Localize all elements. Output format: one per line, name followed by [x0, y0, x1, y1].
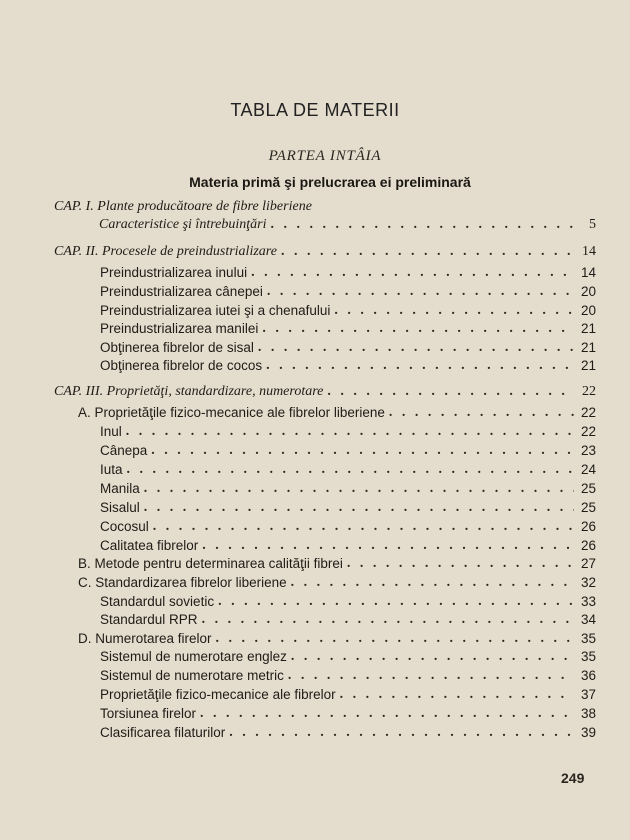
- dot-leader: [126, 423, 574, 440]
- toc-entry-page: 21: [580, 340, 596, 355]
- toc-entry-title: Sistemul de numerotare englez: [100, 649, 287, 664]
- dot-leader: [334, 302, 574, 319]
- toc-entry-page: 14: [582, 244, 596, 259]
- toc-entry: [100, 646, 596, 665]
- toc-entry: [100, 535, 596, 554]
- toc-entry-title: B. Metode pentru determinarea calităţii fibrei: [78, 556, 343, 571]
- toc-entry-page: 39: [580, 725, 596, 740]
- toc-entry-title: CAP. II. Procesele de preindustrializare: [54, 244, 277, 259]
- toc-entry-title: Standardul RPR: [100, 612, 198, 627]
- toc-entry-page: 32: [580, 575, 596, 590]
- dot-leader: [340, 686, 574, 703]
- dot-leader: [347, 555, 574, 572]
- toc-entry: [100, 478, 596, 497]
- dot-leader: [291, 648, 574, 665]
- dot-leader: [229, 724, 574, 741]
- toc-entry-page: 20: [580, 303, 596, 318]
- toc-entry: [78, 572, 596, 591]
- toc-entry: [100, 440, 596, 459]
- dot-leader: [202, 537, 574, 554]
- toc-entry-page: 21: [580, 358, 596, 373]
- part-heading: PARTEA INTÂIA: [268, 148, 382, 164]
- toc-entry: [99, 214, 596, 233]
- toc-entry: [78, 628, 596, 647]
- toc-entry-title: C. Standardizarea fibrelor liberiene: [78, 575, 287, 590]
- toc-entry: [78, 402, 596, 421]
- dot-leader: [281, 243, 574, 260]
- dot-leader: [144, 499, 574, 516]
- dot-leader: [267, 283, 574, 300]
- toc-entry: [100, 355, 596, 374]
- toc-entry: [100, 722, 596, 741]
- toc-entry-page: 25: [580, 500, 596, 515]
- toc-entry-title: A. Proprietăţile fizico-mecanice ale fibrelor liberiene: [78, 405, 385, 420]
- dot-leader: [151, 442, 574, 459]
- dot-leader: [144, 480, 574, 497]
- dot-leader: [251, 264, 574, 281]
- toc-entry-title: CAP. I. Plante producătoare de fibre liberiene: [54, 199, 312, 214]
- dot-leader: [200, 705, 574, 722]
- page-number: 249: [561, 770, 585, 786]
- toc-entry-page: 38: [580, 706, 596, 721]
- toc-entry-page: 26: [580, 519, 596, 534]
- toc-entry-page: 21: [580, 321, 596, 336]
- toc-entry: [100, 281, 596, 300]
- toc-entry-title: Iuta: [100, 462, 123, 477]
- toc-entry-page: 22: [580, 405, 596, 420]
- dot-leader: [153, 518, 574, 535]
- toc-entry: [54, 196, 596, 215]
- toc-entry: [100, 337, 596, 356]
- toc-entry-title: Preindustrializarea inului: [100, 265, 248, 280]
- toc-entry-title: Obţinerea fibrelor de cocos: [100, 358, 263, 373]
- toc-entry-page: 35: [580, 631, 596, 646]
- dot-leader: [127, 461, 574, 478]
- toc-entry: [54, 241, 596, 260]
- dot-leader: [291, 574, 574, 591]
- toc-entry-title: Caracteristice şi întrebuinţări: [99, 217, 267, 232]
- toc-entry: [100, 516, 596, 535]
- toc-entry-page: 26: [580, 538, 596, 553]
- toc-entry: [100, 459, 596, 478]
- dot-leader: [389, 404, 574, 421]
- page-title: TABLA DE MATERII: [230, 100, 400, 120]
- toc-entry: [100, 318, 596, 337]
- toc-entry: [100, 665, 596, 684]
- toc-entry-title: Cânepa: [100, 443, 148, 458]
- toc-entry-title: Inul: [100, 424, 122, 439]
- toc-entry-title: Preindustrializarea manilei: [100, 321, 259, 336]
- toc-entry-title: Cocosul: [100, 519, 149, 534]
- toc-entry-page: 22: [582, 384, 596, 399]
- dot-leader: [327, 383, 574, 400]
- toc-entry-page: 37: [580, 687, 596, 702]
- dot-leader: [266, 357, 574, 374]
- toc-entry-page: 14: [580, 265, 596, 280]
- toc-entry: [100, 262, 596, 281]
- toc-entry-page: 36: [580, 668, 596, 683]
- toc-entry-title: Standardul sovietic: [100, 594, 215, 609]
- toc-entry: [100, 703, 596, 722]
- part-subtitle: Materia primă şi prelucrarea ei preliminară: [189, 174, 471, 190]
- toc-entry: [100, 421, 596, 440]
- toc-entry-page: 25: [580, 481, 596, 496]
- toc-entry: [54, 381, 596, 400]
- toc-entry-title: Preindustrializarea iutei şi a chenafului: [100, 303, 331, 318]
- toc-entry: [78, 553, 596, 572]
- toc-entry-page: 24: [580, 462, 596, 477]
- toc-entry-title: Sistemul de numerotare metric: [100, 668, 284, 683]
- toc-entry-title: D. Numerotarea firelor: [78, 631, 212, 646]
- toc-entry-title: Proprietăţile fizico-mecanice ale fibrelor: [100, 687, 336, 702]
- toc-entry: [100, 684, 596, 703]
- toc-entry-page: 20: [580, 284, 596, 299]
- toc-entry: [100, 609, 596, 628]
- toc-entry: [100, 300, 596, 319]
- toc-entry-title: Torsiunea firelor: [100, 706, 197, 721]
- toc-entry: [100, 497, 596, 516]
- dot-leader: [288, 667, 574, 684]
- dot-leader: [258, 339, 574, 356]
- dot-leader: [216, 630, 574, 647]
- toc-entry-title: Clasificarea filaturilor: [100, 725, 226, 740]
- dot-leader: [262, 320, 574, 337]
- toc-entry-title: Preindustrializarea cânepei: [100, 284, 263, 299]
- toc-entry-page: 34: [580, 612, 596, 627]
- toc-entry-page: 5: [589, 217, 596, 232]
- toc-entry: [100, 591, 596, 610]
- toc-entry-title: Obţinerea fibrelor de sisal: [100, 340, 254, 355]
- toc-entry-title: Sisalul: [100, 500, 140, 515]
- toc-entry-title: Calitatea fibrelor: [100, 538, 199, 553]
- dot-leader: [270, 216, 574, 233]
- toc-entry-title: Manila: [100, 481, 140, 496]
- toc-entry-page: 27: [580, 556, 596, 571]
- toc-entry-page: 23: [580, 443, 596, 458]
- toc-entry-page: 22: [580, 424, 596, 439]
- toc-entry-page: 33: [580, 594, 596, 609]
- toc-entry-page: 35: [580, 649, 596, 664]
- dot-leader: [218, 593, 574, 610]
- toc-entry-title: CAP. III. Proprietăţi, standardizare, numerotare: [54, 384, 324, 399]
- dot-leader: [202, 611, 574, 628]
